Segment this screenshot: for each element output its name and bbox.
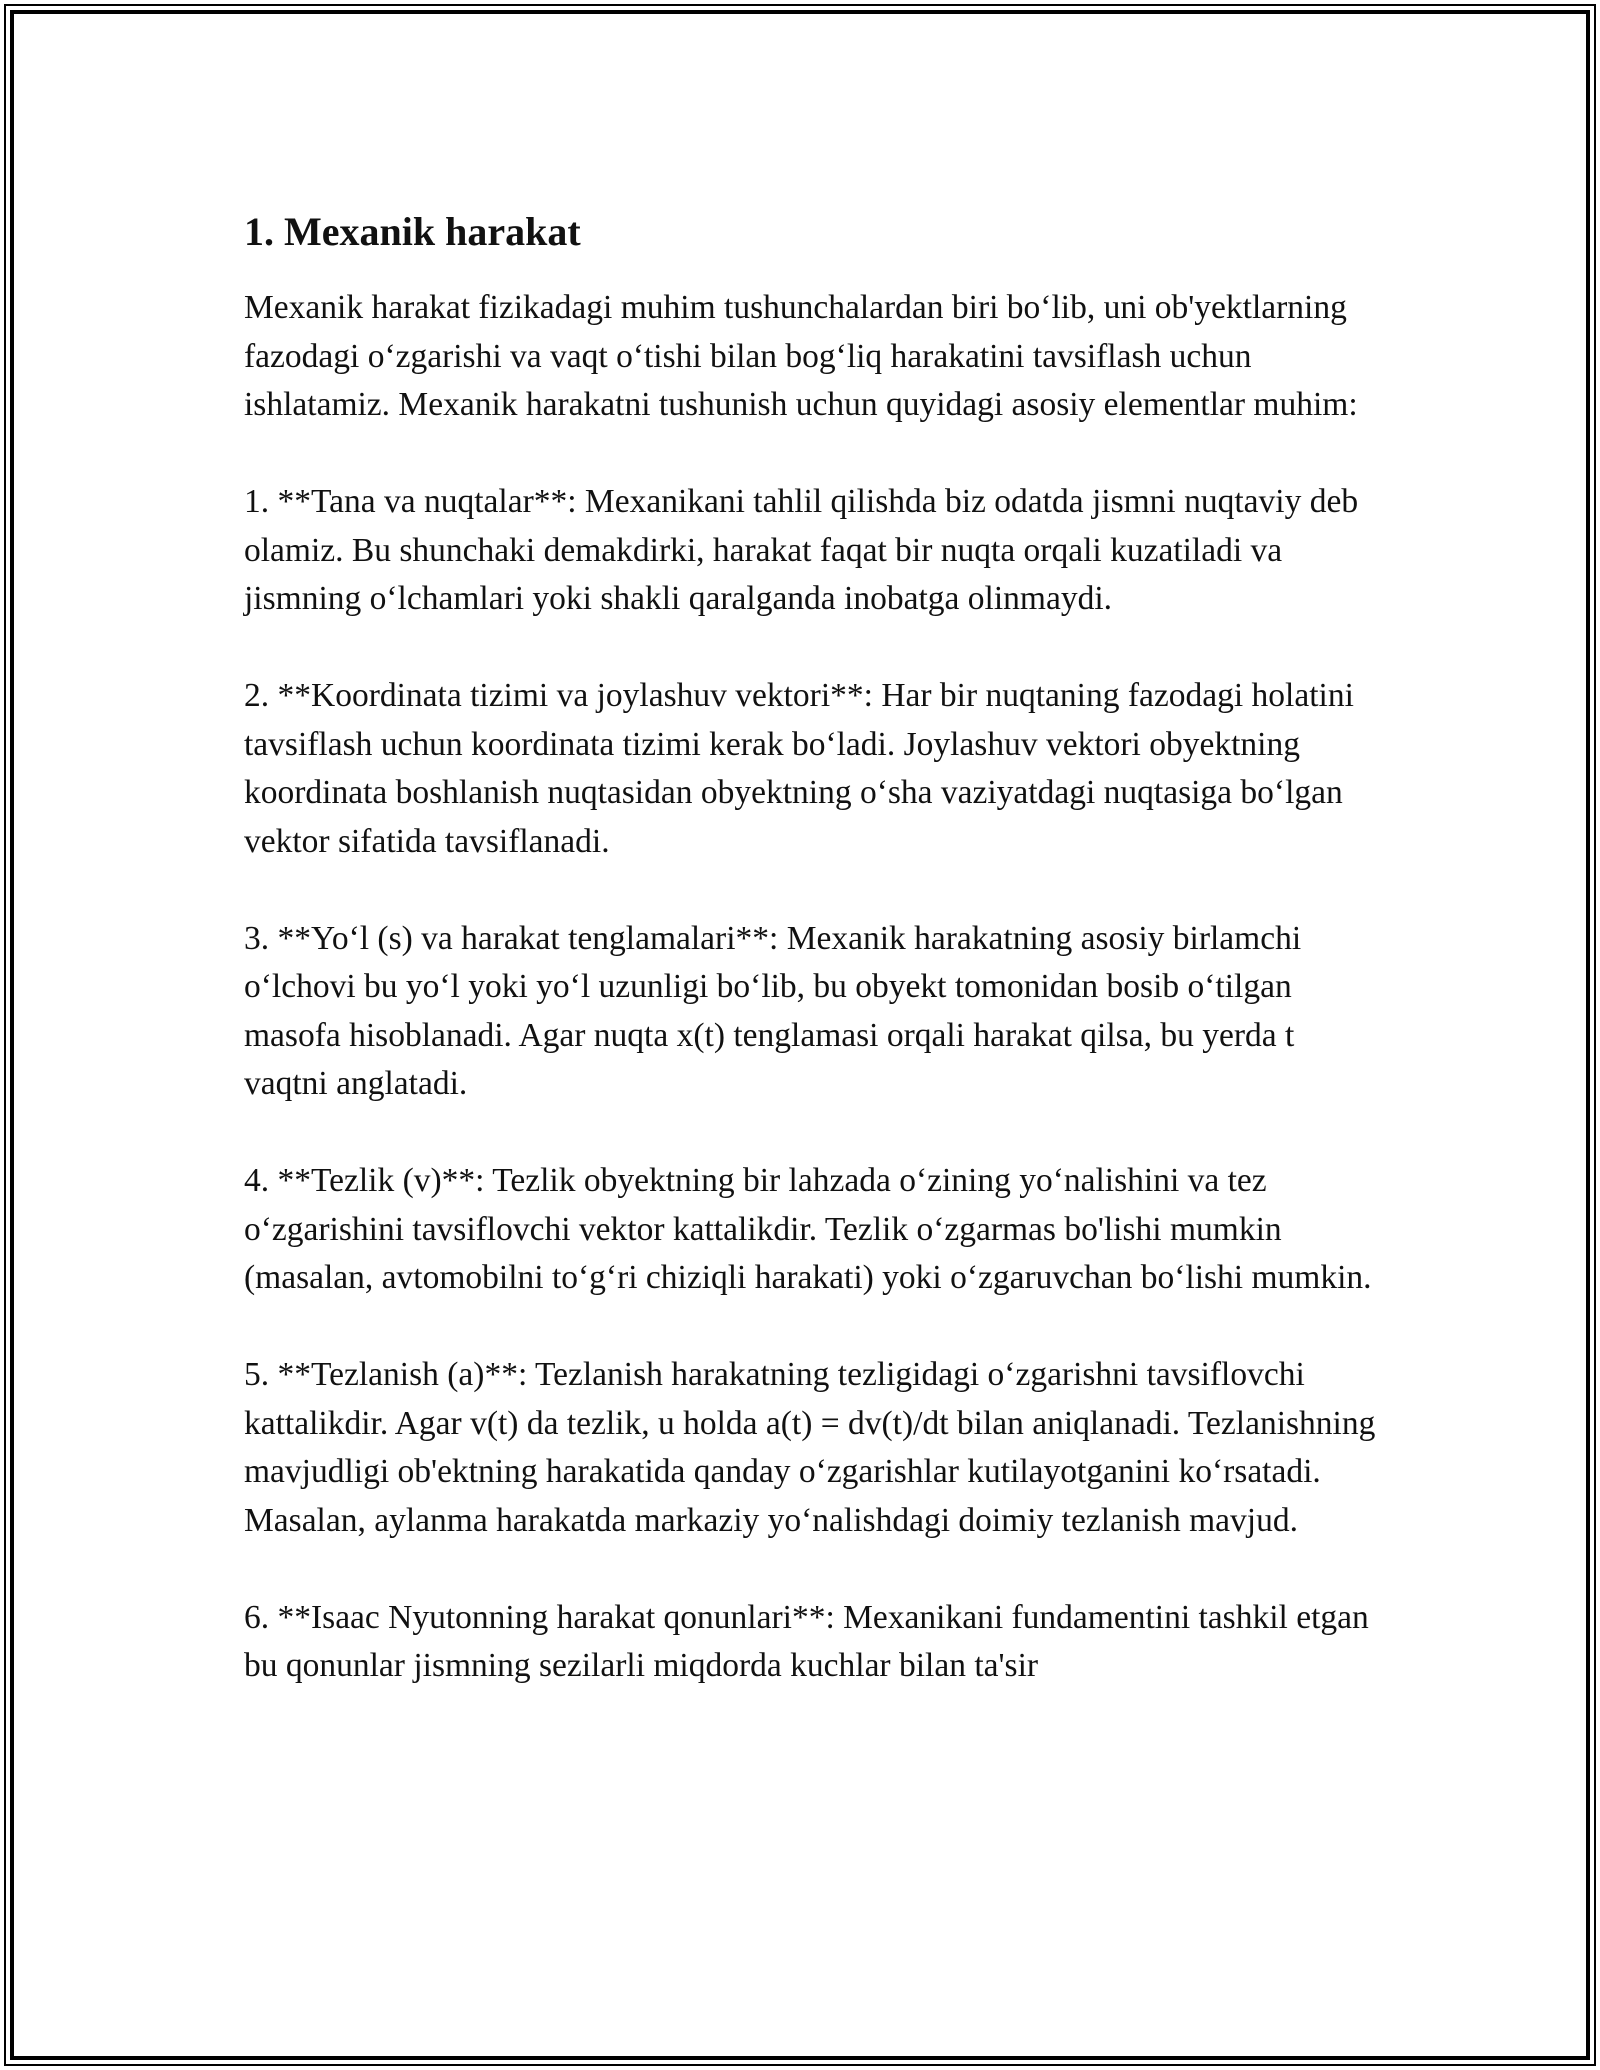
- document-body: [244, 194, 1384, 1739]
- list-item-4-paragraph: 4. **Tezlik (v)**: Tezlik obyektning bir lahzada o‘zining yo‘nalishini va tez o‘zgarishini tavsiflovchi vektor kattalikdir. Tezlik o‘zgarmas bo'lishi mumkin (masalan, avtomobilni to‘g‘ri chiziqli harakati) yoki o‘zgaruvchan bo‘lishi mumkin.: [244, 1162, 1372, 1296]
- list-item-6-paragraph: 6. **Isaac Nyutonning harakat qonunlari**: Mexanikani fundamentini tashkil etgan bu qonunlar jismning sezilarli miqdorda kuchlar bilan ta'sir: [244, 1598, 1369, 1684]
- page-border-inner: [10, 10, 1590, 2060]
- section-title: 1. Mexanik harakat: [244, 209, 581, 254]
- list-item-1-paragraph: 1. **Tana va nuqtalar**: Mexanikani tahlil qilishda biz odatda jismni nuqtaviy deb olamiz. Bu shunchaki demakdirki, harakat faqat bir nuqta orqali kuzatiladi va jismning o‘lchamlari yoki shakli qaralganda inobatga olinmaydi.: [244, 483, 1359, 617]
- page-border-outer: [4, 4, 1596, 2066]
- list-item-3-paragraph: 3. **Yo‘l (s) va harakat tenglamalari**: Mexanik harakatning asosiy birlamchi o‘lchovi bu yo‘l yoki yo‘l uzunligi bo‘lib, bu obyekt tomonidan bosib o‘tilgan masofa hisoblanadi. Agar nuqta x(t) tenglamasi orqali harakat qilsa, bu yerda t vaqtni anglatadi.: [244, 919, 1302, 1102]
- intro-paragraph: Mexanik harakat fizikadagi muhim tushunchalardan biri bo‘lib, uni ob'yektlarning fazodagi o‘zgarishi va vaqt o‘tishi bilan bog‘liq harakatini tavsiflash uchun ishlatamiz. Mexanik harakatni tushunish uchun quyidagi asosiy elementlar muhim:: [244, 289, 1358, 423]
- list-item-2-paragraph: 2. **Koordinata tizimi va joylashuv vektori**: Har bir nuqtaning fazodagi holatini tavsiflash uchun koordinata tizimi kerak bo‘ladi. Joylashuv vektori obyektning koordinata boshlanish nuqtasidan obyektning o‘sha vaziyatdagi nuqtasiga bo‘lgan vektor sifatida tavsiflanadi.: [244, 677, 1354, 860]
- list-item-5-paragraph: 5. **Tezlanish (a)**: Tezlanish harakatning tezligidagi o‘zgarishni tavsiflovchi kattalikdir. Agar v(t) da tezlik, u holda a(t) = dv(t)/dt bilan aniqlanadi. Tezlanishning mavjudligi ob'ektning harakatida qanday o‘zgarishlar kutilayotganini ko‘rsatadi. Masalan, aylanma harakatda markaziy yo‘nalishdagi doimiy tezlanish mavjud.: [244, 1356, 1376, 1539]
